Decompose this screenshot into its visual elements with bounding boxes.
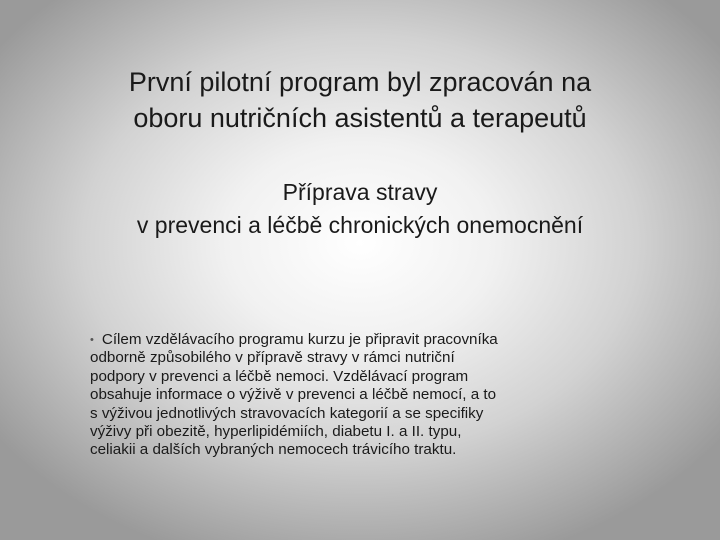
body-line: podpory v prevenci a léčbě nemoci. Vzdělávací program (90, 367, 469, 385)
title-line: oboru nutričních asistentů a terapeutů (133, 103, 587, 133)
bullet-paragraph (90, 331, 650, 460)
slide-title (40, 64, 680, 136)
body-line: výživy při obezitě, hyperlipidémiích, diabetu I. a II. typu, (90, 423, 462, 441)
body-line: obsahuje informace o výživě v prevenci a léčbě nemocí, a to (90, 386, 497, 404)
body-line: s výživou jednotlivých stravovacích kategorií a se specifiky (90, 404, 484, 422)
title-line: První pilotní program byl zpracován na (128, 67, 592, 97)
bullet-icon: • (90, 334, 94, 346)
body-line: Cílem vzdělávacího programu kurzu je připravit pracovníka (101, 331, 498, 348)
subtitle-line: v prevenci a léčbě chronických onemocnění (136, 212, 584, 238)
body-line-first (90, 331, 650, 349)
body-line: celiakii a dalších vybraných nemocech trávicího traktu. (90, 441, 457, 459)
slide-subtitle (40, 176, 680, 242)
subtitle-line: Příprava stravy (282, 179, 438, 205)
body-line: odborně způsobilého v přípravě stravy v rámci nutriční (90, 349, 455, 367)
